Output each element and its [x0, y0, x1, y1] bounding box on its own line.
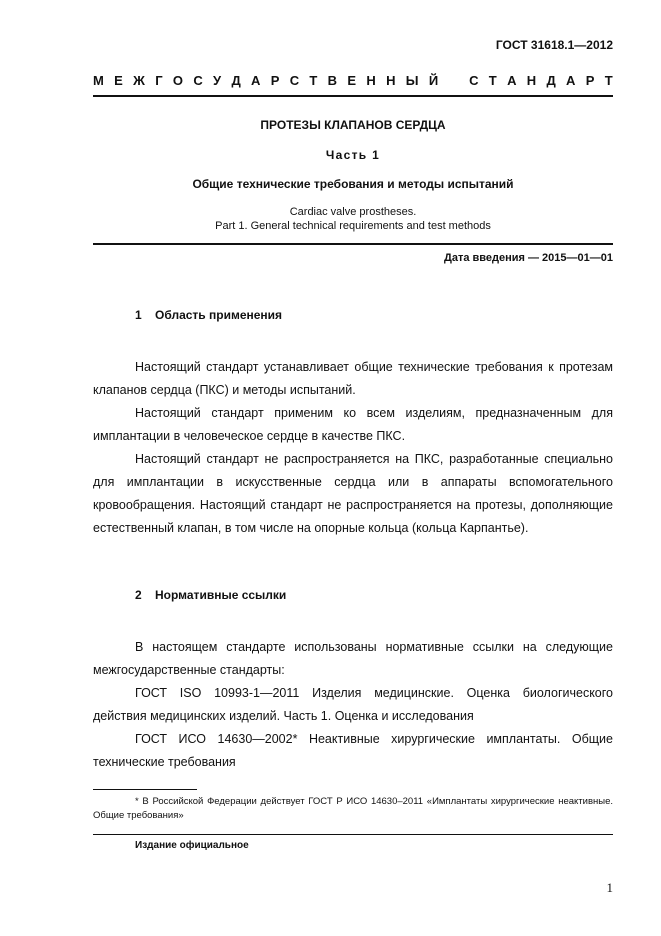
- heading-letter: Т: [309, 73, 318, 88]
- section-heading: [135, 308, 282, 322]
- heading-letter: Д: [546, 73, 556, 88]
- heading-letter: Т: [604, 73, 613, 88]
- english-title-line: Cardiac valve prostheses.: [289, 206, 417, 218]
- edition-divider: [93, 834, 613, 835]
- heading-letter: С: [469, 73, 479, 88]
- page-number: 1: [606, 880, 613, 895]
- heading-letter: А: [566, 73, 576, 88]
- section-title: Нормативные ссылки: [155, 588, 287, 602]
- heading-letter: М: [93, 73, 104, 88]
- paragraph: В настоящем стандарте использованы нормативные ссылки на следующие межгосударственные стандарты:: [93, 640, 613, 677]
- header-divider: [93, 95, 613, 97]
- heading-letter: Е: [347, 73, 357, 88]
- heading-letter: А: [251, 73, 261, 88]
- heading-letter: Р: [585, 73, 595, 88]
- heading-letter: У: [213, 73, 222, 88]
- footnote-divider: [93, 789, 197, 790]
- introduction-date: Дата введения — 2015—01—01: [444, 252, 613, 264]
- footnote-text: * В Российской Федерации действует ГОСТ Р ИСО 14630–2011 «Имплантаты хирургические неактивные. Общие требования»: [93, 796, 613, 821]
- heading-letter: Р: [270, 73, 280, 88]
- footnote: [93, 795, 613, 823]
- standard-type-heading: [93, 73, 613, 88]
- document-code: ГОСТ 31618.1—2012: [495, 38, 613, 52]
- section-heading: [135, 588, 286, 602]
- section-number: 1: [135, 308, 142, 322]
- section-body: [93, 636, 613, 774]
- part-label: Часть 1: [325, 148, 381, 162]
- paragraph: ГОСТ ИСО 14630—2002* Неактивные хирургические имплантаты. Общие технические требования: [93, 732, 613, 769]
- heading-letter: Д: [231, 73, 241, 88]
- heading-letter: В: [327, 73, 338, 88]
- paragraph: Настоящий стандарт применим ко всем изделиям, предназначенным для имплантации в человеческое сердце в качестве ПКС.: [93, 406, 613, 443]
- heading-letter: Н: [386, 73, 396, 88]
- heading-letter: Ж: [133, 73, 145, 88]
- heading-letter: Ы: [405, 73, 419, 88]
- document-title: ПРОТЕЗЫ КЛАПАНОВ СЕРДЦА: [260, 118, 446, 132]
- paragraph: Настоящий стандарт устанавливает общие технические требования к протезам клапанов сердца (ПКС) и методы испытаний.: [93, 360, 613, 397]
- english-title: [93, 205, 613, 233]
- document-subtitle: Общие технические требования и методы испытаний: [192, 177, 514, 191]
- heading-letter: Й: [428, 73, 439, 88]
- english-title-line: Part 1. General technical requirements and test methods: [215, 220, 491, 232]
- heading-letter: Т: [488, 73, 497, 88]
- heading-letter: О: [172, 73, 184, 88]
- section-title: Область применения: [155, 308, 283, 322]
- heading-letter: С: [289, 73, 300, 88]
- title-divider: [93, 243, 613, 245]
- paragraph: ГОСТ ISO 10993-1—2011 Изделия медицинские. Оценка биологического действия медицинских изделий. Часть 1. Оценка и исследования: [93, 686, 613, 723]
- heading-letter: Е: [114, 73, 123, 88]
- heading-letter: С: [193, 73, 203, 88]
- edition-label: Издание официальное: [135, 840, 249, 851]
- heading-letter: Н: [526, 73, 537, 88]
- heading-letter: Г: [155, 73, 163, 88]
- section-body: [93, 356, 613, 540]
- heading-letter: Н: [366, 73, 376, 88]
- section-number: 2: [135, 588, 142, 602]
- paragraph: Настоящий стандарт не распространяется на ПКС, разработанные специально для имплантации в искусственные сердца или в аппараты вспомогательного кровообращения. Настоящий стандарт не распространяется на протезы, дополняющие естественный клапан, в том числе на опорные кольца (кольца Карпантье).: [93, 452, 613, 535]
- heading-letter: А: [507, 73, 517, 88]
